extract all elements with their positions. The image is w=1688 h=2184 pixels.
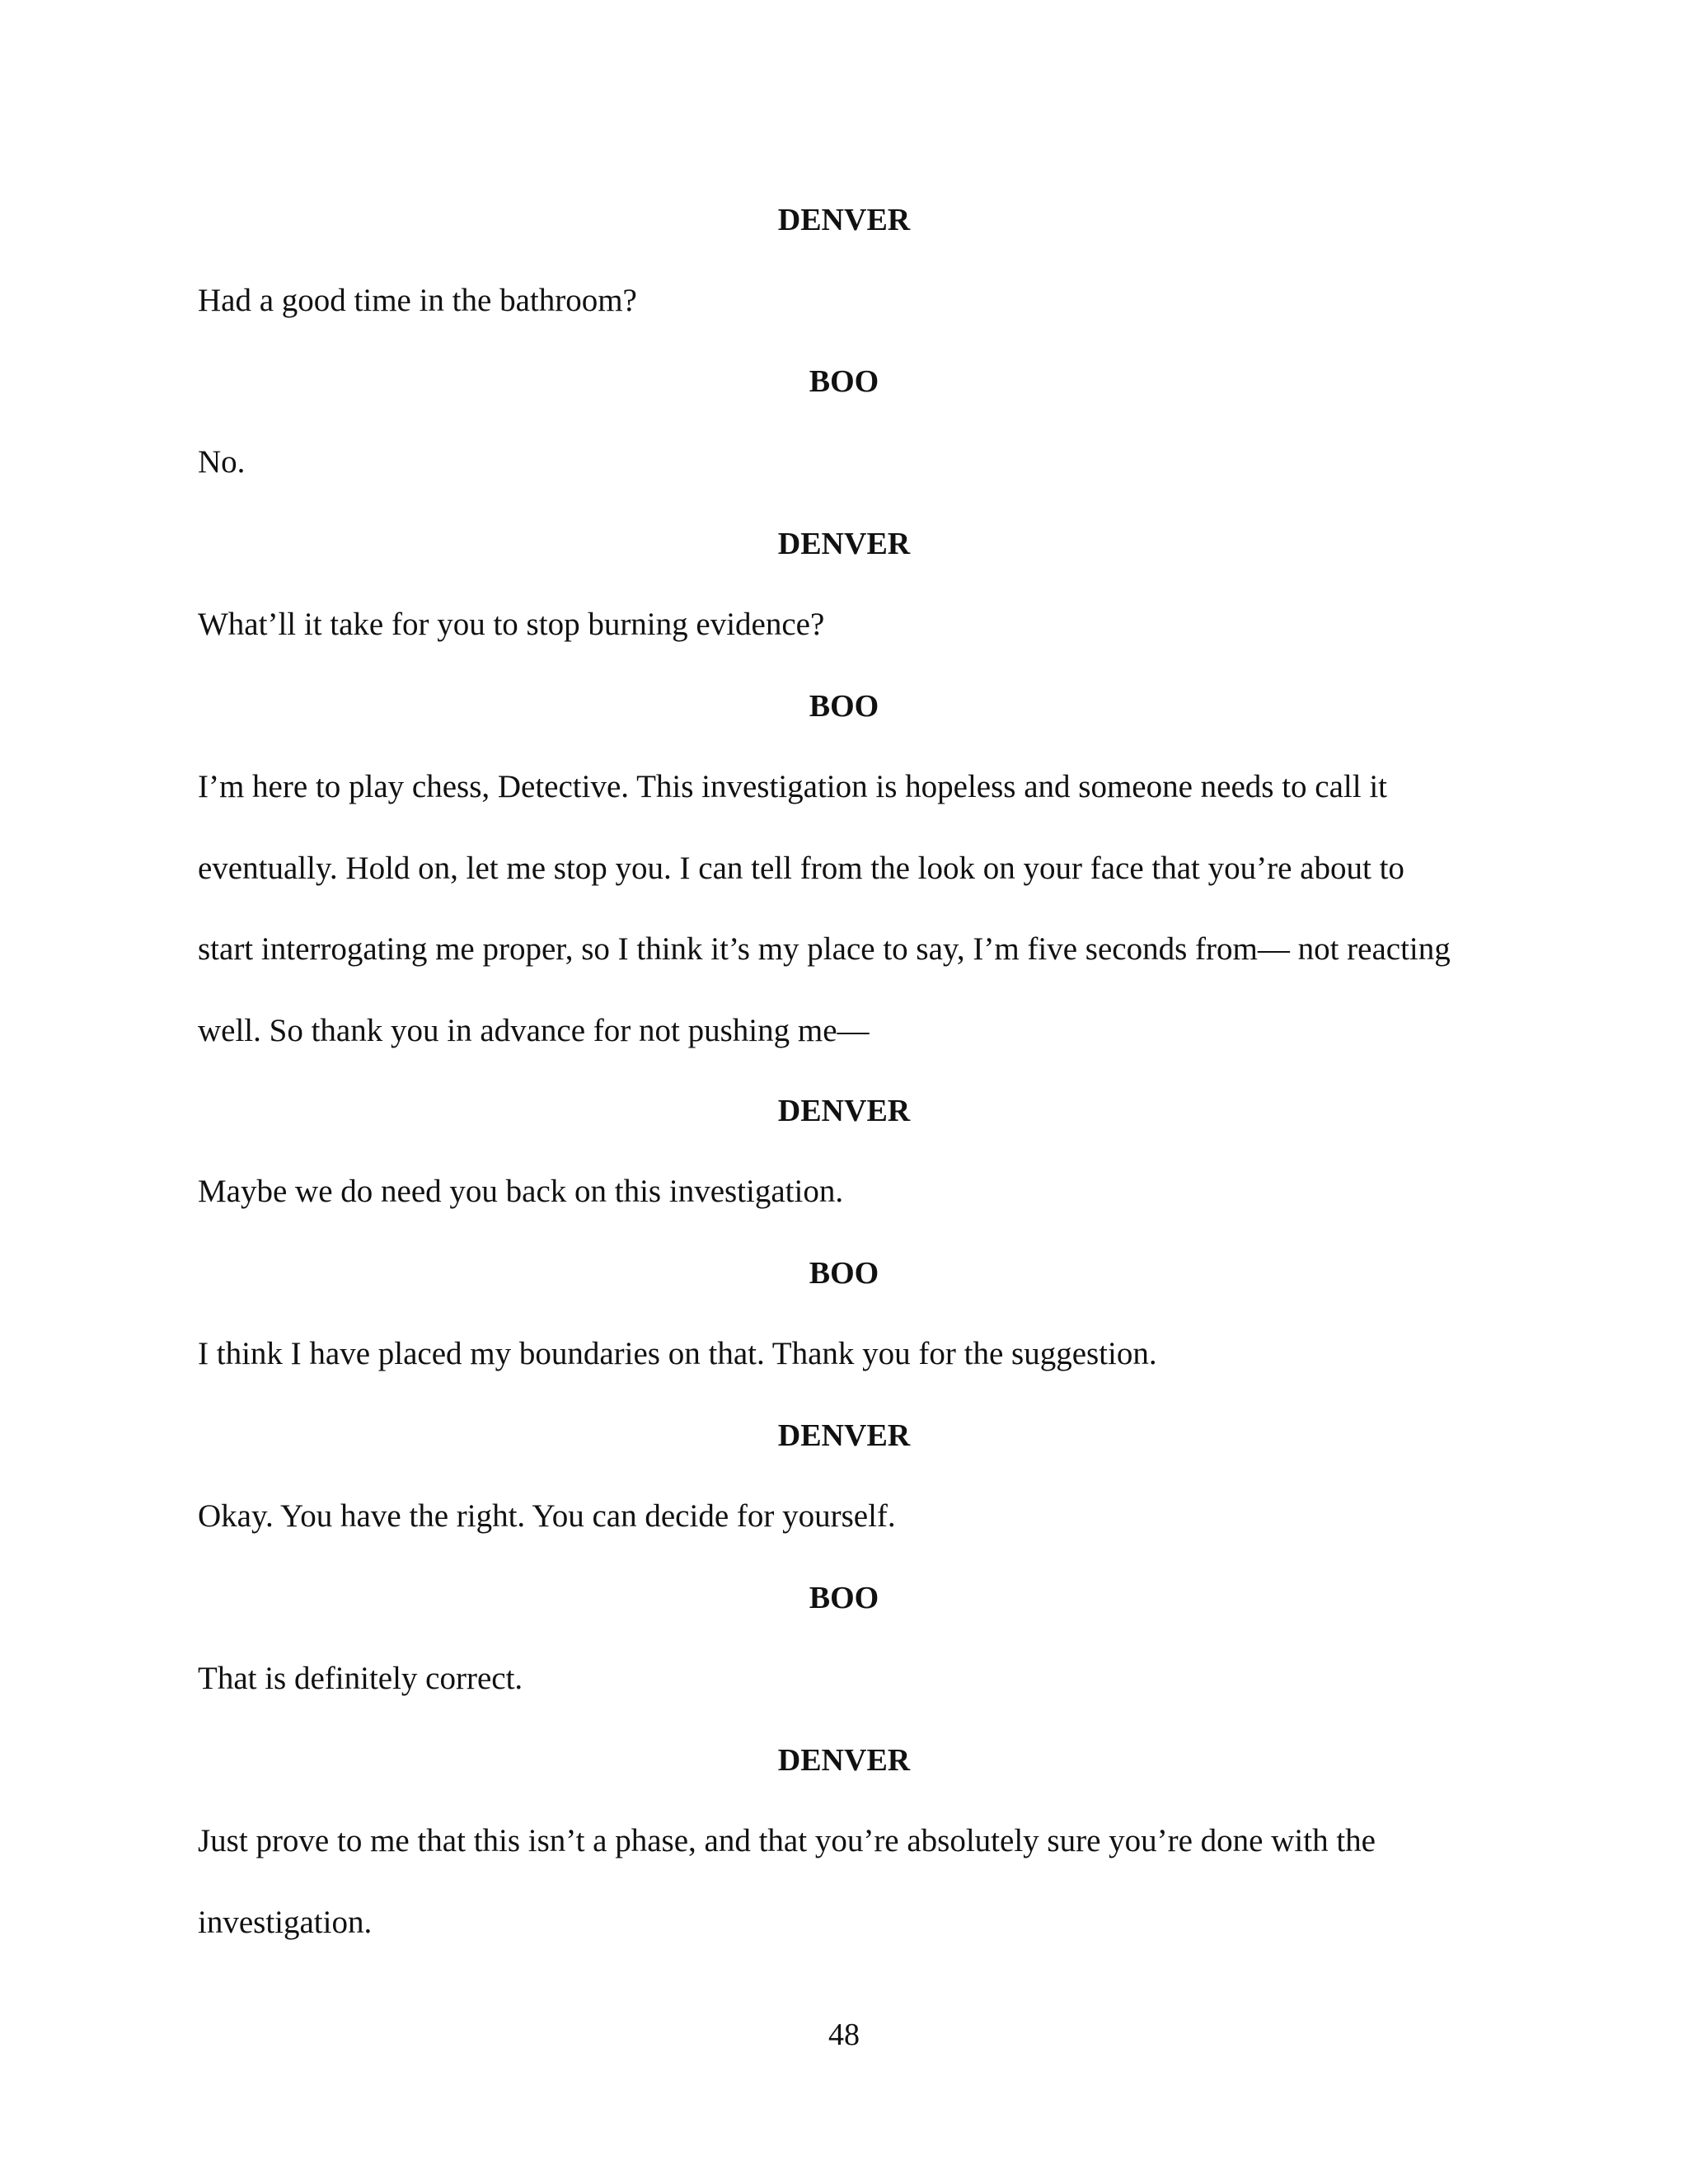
- speaker-name: DENVER: [777, 1094, 911, 1128]
- speaker-name: BOO: [809, 689, 879, 724]
- dialogue-line: I’m here to play chess, Detective. This investigation is hopeless and someone needs to call it: [198, 769, 1387, 804]
- speaker-name: BOO: [809, 364, 879, 399]
- dialogue-line: I think I have placed my boundaries on that. Thank you for the suggestion.: [198, 1336, 1157, 1371]
- dialogue-block: [198, 422, 1500, 504]
- dialogue-line: Had a good time in the bathroom?: [198, 283, 637, 318]
- dialogue-line: eventually. Hold on, let me stop you. I can tell from the look on your face that you’re about to: [198, 850, 1404, 886]
- page-number: 48: [828, 2018, 860, 2052]
- speaker-name: BOO: [809, 1581, 879, 1615]
- dialogue-line: That is definitely correct.: [198, 1661, 523, 1696]
- dialogue-line: start interrogating me proper, so I think it’s my place to say, I’m five seconds from— not reacting: [198, 931, 1451, 967]
- dialogue-block: [198, 1638, 1500, 1720]
- dialogue-line: investigation.: [198, 1904, 373, 1940]
- dialogue-line: well. So thank you in advance for not pushing me—: [198, 1012, 870, 1048]
- dialogue-line: Maybe we do need you back on this investigation.: [198, 1174, 844, 1209]
- dialogue-block: [198, 1314, 1500, 1395]
- speaker-name: DENVER: [777, 203, 911, 237]
- dialogue-block: [198, 1151, 1500, 1233]
- dialogue-line: Just prove to me that this isn’t a phase, and that you’re absolutely sure you’re done with the: [198, 1823, 1376, 1858]
- dialogue-block: [198, 1476, 1500, 1558]
- dialogue-block: [198, 260, 1500, 342]
- speaker-name: DENVER: [777, 527, 911, 561]
- dialogue-line: Okay. You have the right. You can decide for yourself.: [198, 1498, 896, 1534]
- speaker-name: DENVER: [777, 1418, 911, 1453]
- dialogue-block: [198, 584, 1500, 666]
- speaker-name: BOO: [809, 1256, 879, 1291]
- speaker-name: DENVER: [777, 1743, 911, 1778]
- dialogue-block: [198, 747, 1500, 1071]
- dialogue-line: What’ll it take for you to stop burning evidence?: [198, 607, 825, 642]
- dialogue-line: No.: [198, 444, 246, 480]
- dialogue-block: [198, 1801, 1500, 1963]
